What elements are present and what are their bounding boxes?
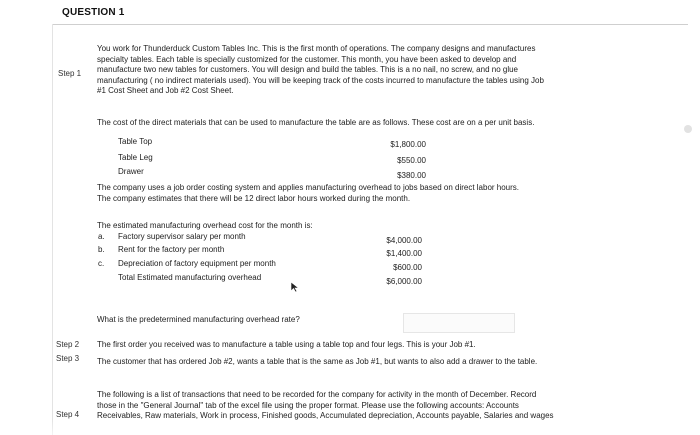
overhead-marker-a: a. [98,232,105,241]
intro-line: You work for Thunderduck Custom Tables Inc. This is the first month of operations. The company designs and manufactures [97,44,536,53]
step-4-line: Receivables, Raw materials, Work in process, Finished goods, Accumulated depreciation, Accounts payable, Salaries and wages [97,411,554,420]
overhead-label-supervisor: Factory supervisor salary per month [118,232,246,241]
material-label-drawer: Drawer [118,167,144,176]
step-4-line: The following is a list of transactions that need to be recorded for the company for activity in the month of December. Record [97,390,537,399]
overhead-value-supervisor: $4,000.00 [386,236,422,245]
overhead-marker-b: b. [98,245,105,254]
intro-line: manufacture two new tables for customers. You will design and build the tables. This is a no nail, no screw, and no glue [97,65,518,74]
overhead-line: The company estimates that there will be 12 direct labor hours worked during the month. [97,193,411,203]
material-value-table-top: $1,800.00 [390,140,426,149]
material-value-table-leg: $550.00 [397,156,426,165]
overhead-value-total: $6,000.00 [386,277,422,286]
overhead-label-rent: Rent for the factory per month [118,245,225,254]
overhead-description [97,183,519,204]
overhead-intro: The estimated manufacturing overhead cost for the month is: [97,221,313,230]
step-2-text: The first order you received was to manufacture a table using a table top and four legs. This is your Job #1. [97,340,476,349]
overhead-value-rent: $1,400.00 [386,249,422,258]
content-divider [52,24,53,435]
step-1-label: Step 1 [58,69,82,78]
material-label-table-top: Table Top [118,137,153,146]
scroll-indicator-icon[interactable] [684,125,692,133]
overhead-value-depreciation: $600.00 [393,263,422,272]
material-label-table-leg: Table Leg [118,153,153,162]
materials-intro: The cost of the direct materials that can be used to manufacture the table are as follows. These cost are on a per unit basis. [97,118,535,127]
intro-line: specialty tables. Each table is specially customized for the customer. This month, you have been asked to develop and [97,54,517,64]
intro-line: manufacturing ( no indirect materials used). You will be keeping track of the costs incurred to manufacture the tables using Job [97,75,544,85]
overhead-label-total: Total Estimated manufacturing overhead [118,273,262,282]
step-4-label: Step 4 [56,410,80,419]
step-3-label: Step 3 [56,354,80,363]
overhead-rate-question: What is the predetermined manufacturing overhead rate? [97,315,300,324]
material-value-drawer: $380.00 [397,171,426,180]
step-4-text [97,390,554,422]
mouse-pointer-icon [290,281,300,293]
step-4-line: those in the "General Journal" tab of the excel file using the proper format. Please use the following accounts: Accounts [97,400,519,410]
bottom-fade [0,420,700,435]
overhead-label-depreciation: Depreciation of factory equipment per month [118,259,276,268]
overhead-marker-c: c. [98,259,105,268]
intro-paragraph [97,44,544,97]
question-header [52,4,688,25]
step-3-text: The customer that has ordered Job #2, wants a table that is the same as Job #1, but wants to also add a drawer to the table. [97,357,538,366]
overhead-line: The company uses a job order costing system and applies manufacturing overhead to jobs based on direct labor hours. [97,183,520,192]
step-2-label: Step 2 [56,340,80,349]
overhead-rate-answer-field[interactable] [403,313,515,333]
question-title: QUESTION 1 [62,7,125,18]
intro-line: #1 Cost Sheet and Job #2 Cost Sheet. [97,86,234,95]
